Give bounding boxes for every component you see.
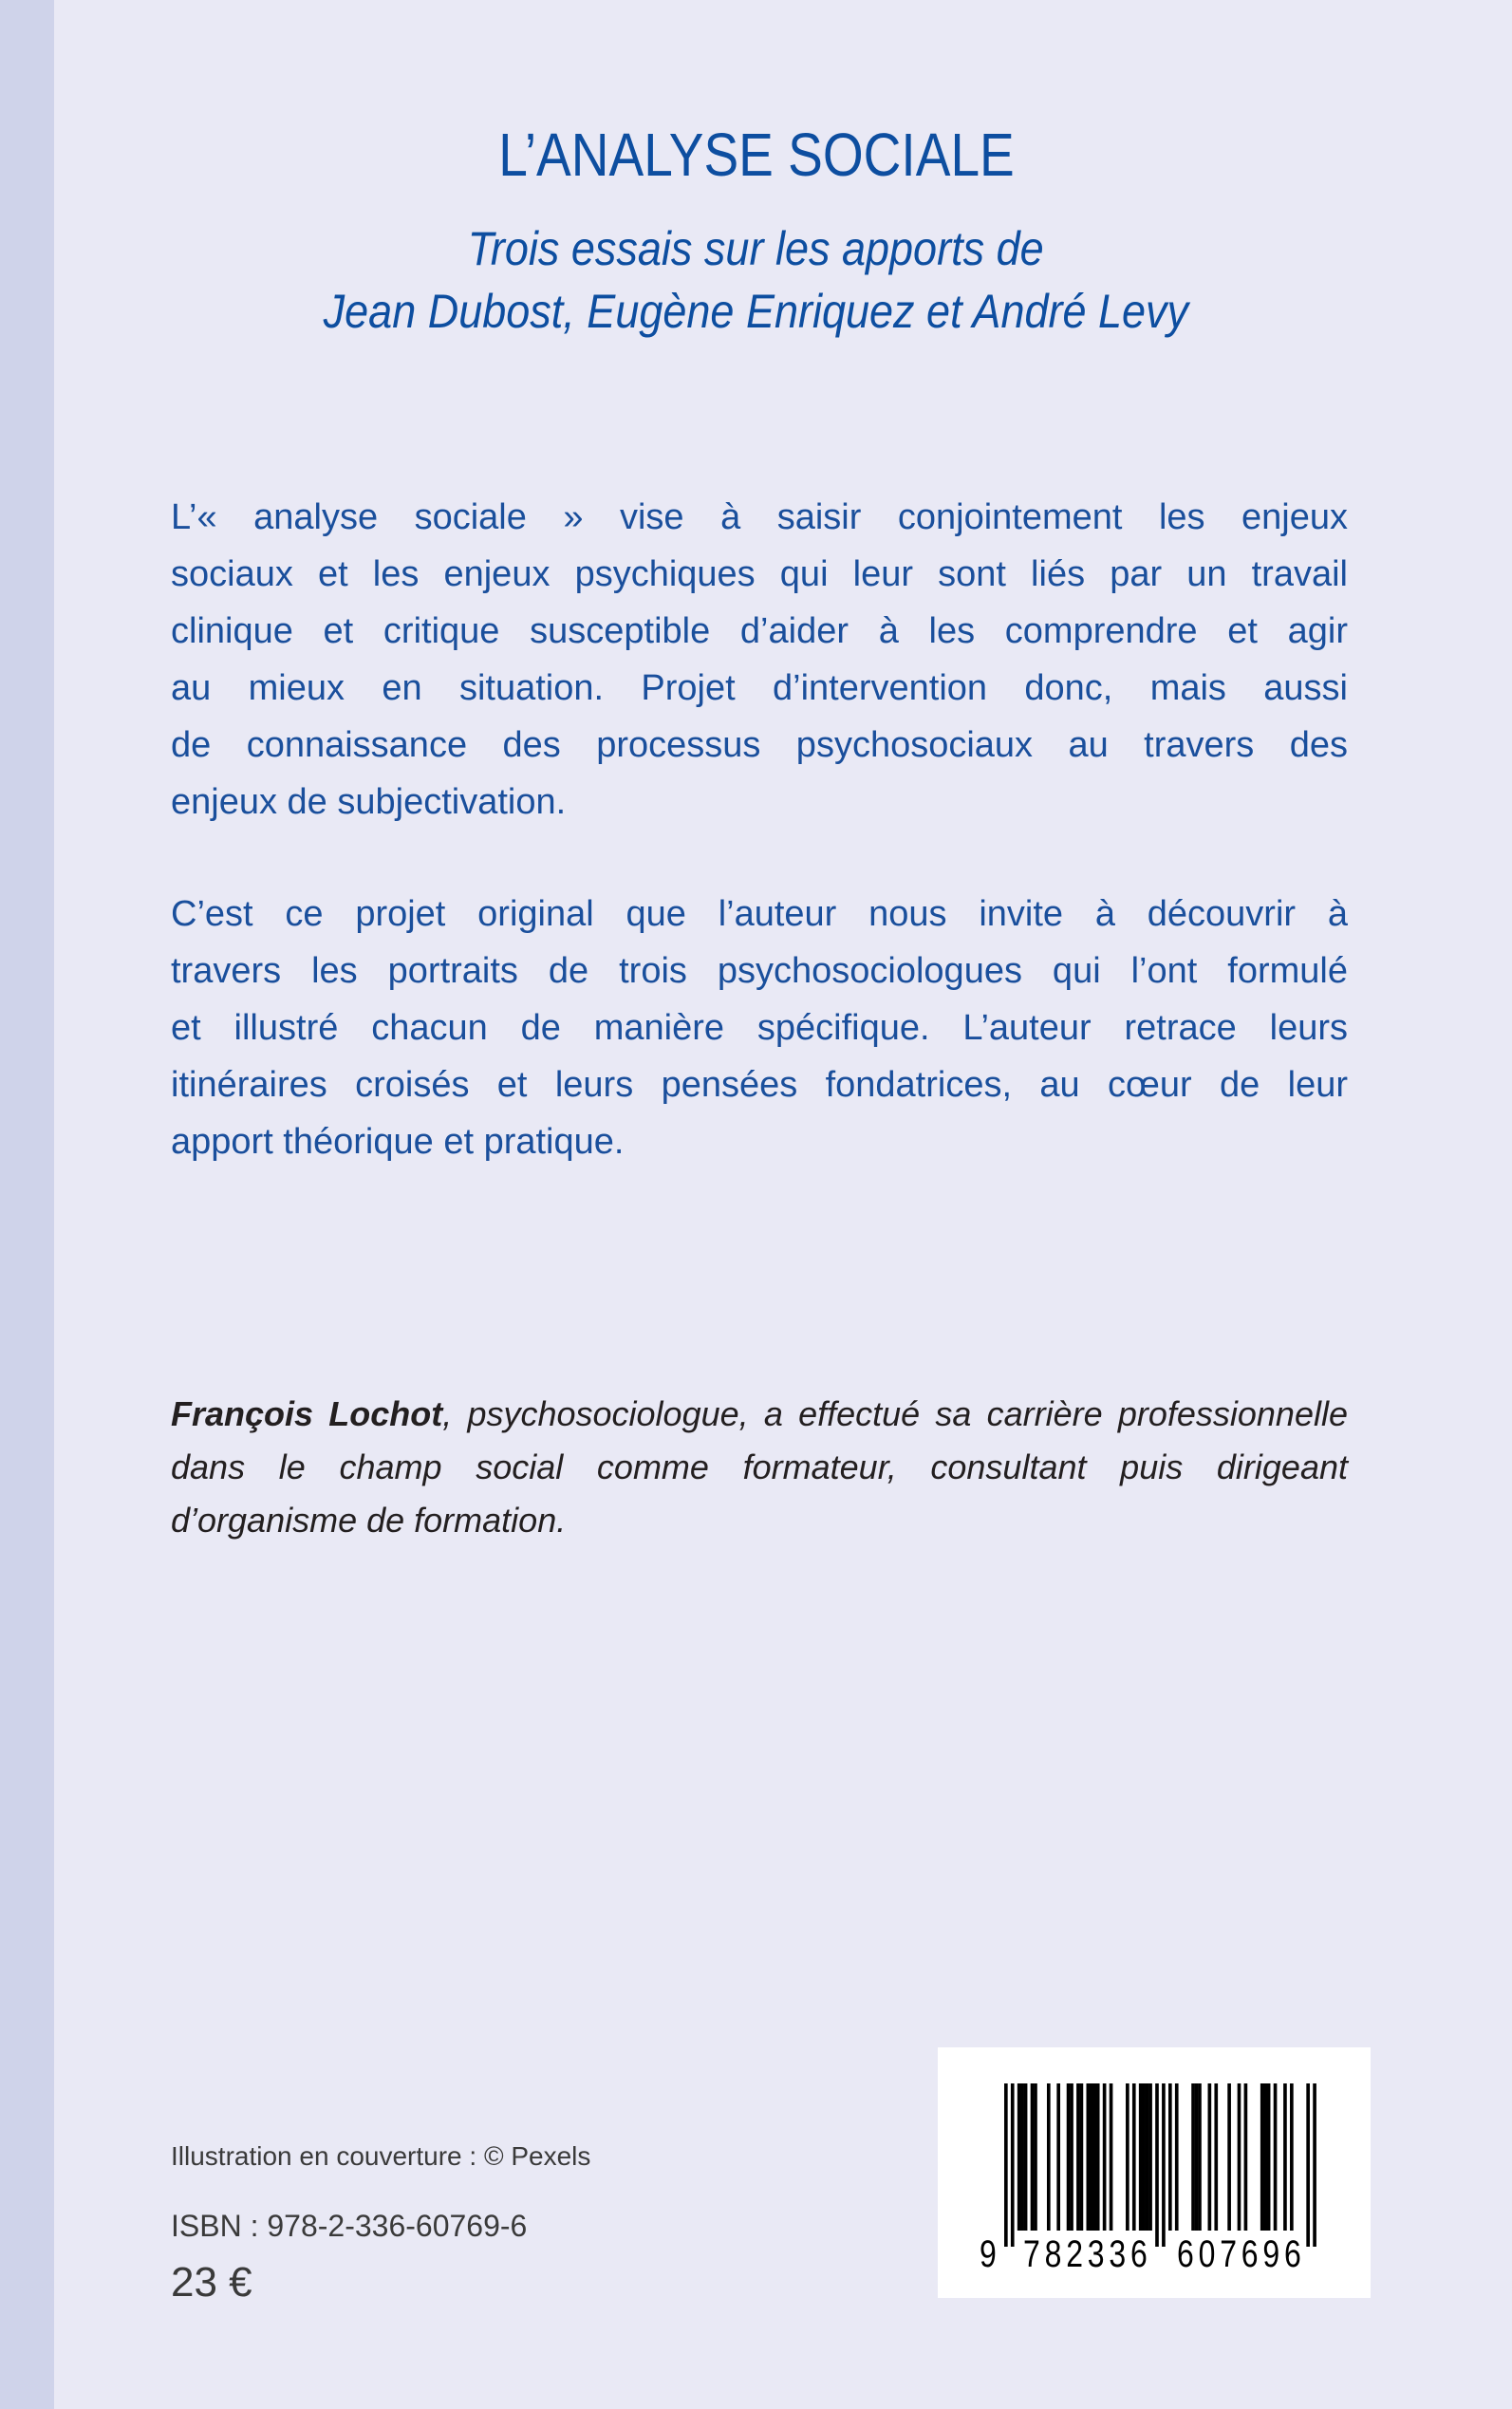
barcode-bar bbox=[1238, 2083, 1241, 2231]
barcode-bar bbox=[1191, 2083, 1195, 2231]
text-line: au mieux en situation. Projet d’intervention donc, mais aussi bbox=[171, 668, 1348, 708]
barcode-bar bbox=[1047, 2083, 1051, 2231]
text-line: C’est ce projet original que l’auteur nous invite à découvrir à bbox=[171, 894, 1348, 934]
barcode-bar bbox=[1031, 2083, 1035, 2231]
barcode-bar bbox=[1110, 2083, 1113, 2231]
barcode-bar bbox=[1155, 2083, 1159, 2247]
barcode-bar bbox=[1162, 2083, 1166, 2247]
isbn: ISBN : 978-2-336-60769-6 bbox=[171, 2209, 528, 2243]
barcode-bar bbox=[1195, 2083, 1199, 2231]
barcode-bar bbox=[1290, 2083, 1294, 2231]
barcode-bar bbox=[1004, 2083, 1008, 2247]
barcode-bar bbox=[1198, 2083, 1202, 2231]
subtitle-line-1: Trois essais sur les apports de bbox=[468, 222, 1044, 275]
barcode-bar bbox=[1306, 2083, 1310, 2247]
barcode-bar bbox=[1092, 2083, 1096, 2231]
barcode-bar bbox=[1283, 2083, 1287, 2231]
text-line: et illustré chacun de manière spécifique. L’auteur retrace leurs bbox=[171, 1008, 1348, 1048]
barcode-bar bbox=[1024, 2083, 1028, 2231]
barcode-bar bbox=[1070, 2083, 1073, 2231]
barcode-bar bbox=[1139, 2083, 1143, 2231]
barcode-bar bbox=[1148, 2083, 1152, 2231]
author-bio bbox=[171, 1388, 1348, 1547]
barcode-bar bbox=[1076, 2083, 1080, 2231]
text-line: sociaux et les enjeux psychiques qui leur sont liés par un travail bbox=[171, 554, 1348, 594]
text-line: enjeux de subjectivation. bbox=[171, 782, 567, 822]
barcode-bar bbox=[1267, 2083, 1271, 2231]
barcode-bar bbox=[1011, 2083, 1015, 2247]
barcode-bar bbox=[1087, 2083, 1091, 2231]
barcode-bar bbox=[1168, 2083, 1172, 2231]
barcode-bar bbox=[1056, 2083, 1060, 2231]
barcode bbox=[938, 2047, 1371, 2298]
author-bio-text: d’organisme de formation. bbox=[171, 1501, 567, 1540]
book-title: L’ANALYSE SOCIALE bbox=[497, 121, 1015, 189]
barcode-bar bbox=[1132, 2083, 1136, 2231]
barcode-bar bbox=[1034, 2083, 1037, 2231]
barcode-bar bbox=[1227, 2083, 1231, 2231]
barcode-bar bbox=[1146, 2083, 1149, 2231]
barcode-bar bbox=[1020, 2083, 1024, 2231]
barcode-bar bbox=[1244, 2083, 1248, 2231]
barcode-bar bbox=[1103, 2083, 1107, 2231]
barcode-bar bbox=[1090, 2083, 1093, 2231]
barcode-bar bbox=[1260, 2083, 1264, 2231]
barcode-bar bbox=[1126, 2083, 1129, 2231]
barcode-right-digits: 607696 bbox=[1177, 2233, 1306, 2275]
barcode-bar bbox=[1208, 2083, 1212, 2231]
text-line: itinéraires croisés et leurs pensées fondatrices, au cœur de leur bbox=[171, 1065, 1348, 1105]
price: 23 € bbox=[171, 2259, 252, 2306]
text-line: L’« analyse sociale » vise à saisir conjointement les enjeux bbox=[171, 497, 1348, 537]
author-bio-text: dans le champ social comme formateur, consultant puis dirigeant bbox=[171, 1447, 1348, 1486]
text-line: apport théorique et pratique. bbox=[171, 1122, 625, 1162]
author-bio-text: , psychosociologue, a effectué sa carrière professionnelle bbox=[442, 1394, 1348, 1433]
description-paragraph-1 bbox=[171, 489, 1348, 831]
spine-edge-strip bbox=[0, 0, 54, 2409]
barcode-bar bbox=[1142, 2083, 1146, 2231]
barcode-bar bbox=[1017, 2083, 1021, 2231]
barcode-left-digits: 782336 bbox=[1023, 2233, 1152, 2275]
description-paragraph-2 bbox=[171, 886, 1348, 1170]
text-line: travers les portraits de trois psychosociologues qui l’ont formulé bbox=[171, 951, 1348, 991]
barcode-bar bbox=[1274, 2083, 1278, 2231]
text-line: de connaissance des processus psychosociaux au travers des bbox=[171, 725, 1348, 765]
barcode-bar bbox=[1096, 2083, 1100, 2231]
illustration-credit: Illustration en couverture : © Pexels bbox=[171, 2141, 591, 2171]
barcode-bar bbox=[1067, 2083, 1071, 2231]
barcode-first-digit: 9 bbox=[980, 2233, 997, 2275]
barcode-bar bbox=[1263, 2083, 1267, 2231]
barcode-bar bbox=[1175, 2083, 1179, 2231]
barcode-bar bbox=[1080, 2083, 1084, 2231]
author-name: François Lochot bbox=[171, 1394, 443, 1433]
barcode-bar bbox=[1313, 2083, 1316, 2247]
subtitle-line-2: Jean Dubost, Eugène Enriquez et André Levy bbox=[323, 285, 1189, 338]
barcode-bar bbox=[1214, 2083, 1218, 2231]
text-line: clinique et critique susceptible d’aider à les comprendre et agir bbox=[171, 611, 1348, 651]
